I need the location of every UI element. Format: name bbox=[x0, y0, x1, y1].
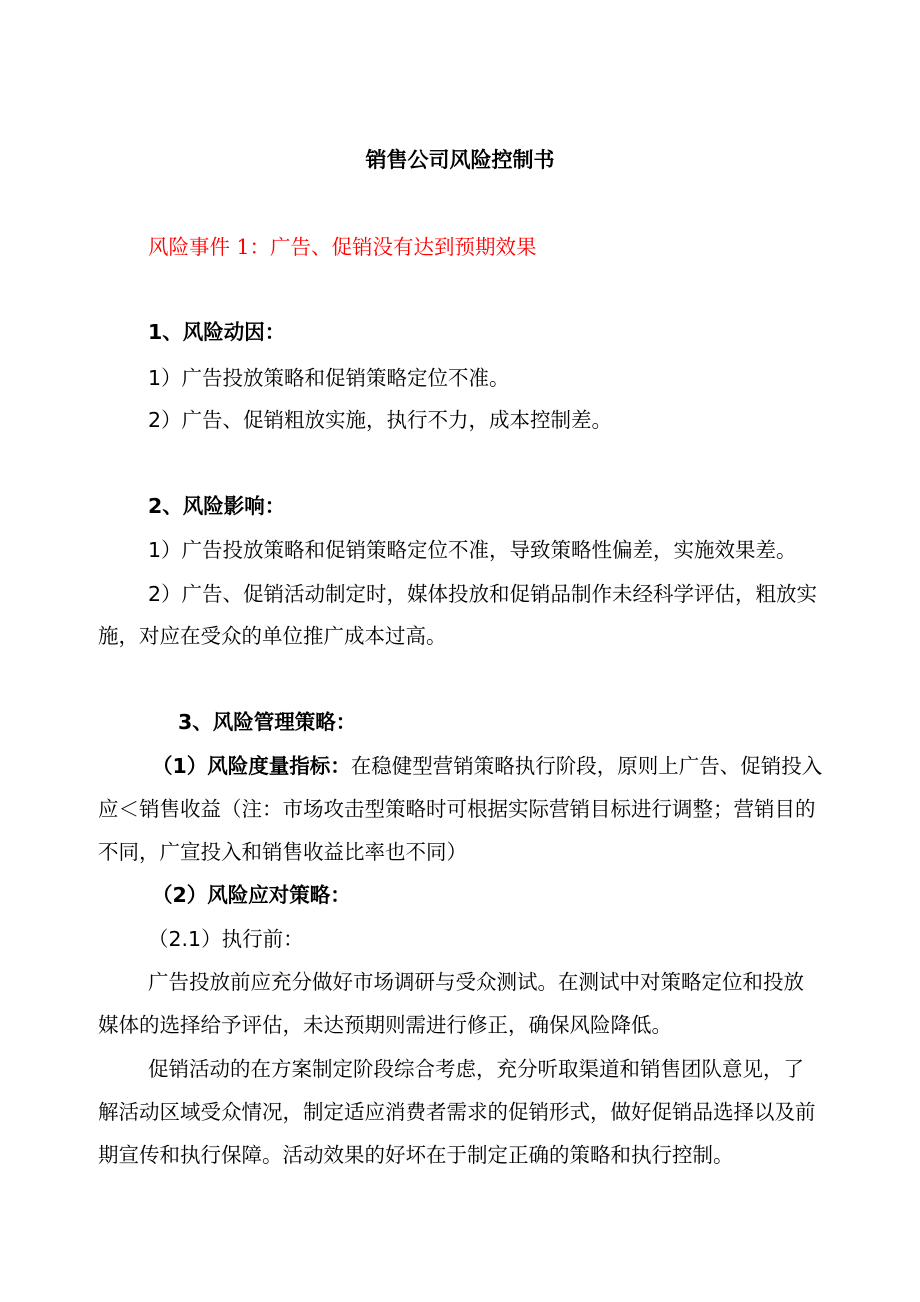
measure-indicator-text: 在稳健型营销策略执行阶段，原则上广告、促销投入 bbox=[350, 754, 823, 778]
before-execution-heading: （2.1）执行前： bbox=[148, 927, 304, 951]
section-1-item-1: 1）广告投放策略和促销策略定位不准。 bbox=[148, 366, 510, 390]
paragraph-b-line-1: 促销活动的在方案制定阶段综合考虑，充分听取渠道和销售团队意见，了 bbox=[148, 1057, 804, 1081]
section-3-heading: 3、风险管理策略： bbox=[178, 710, 357, 734]
section-2-item-1: 1）广告投放策略和促销策略定位不准，导致策略性偏差，实施效果差。 bbox=[148, 538, 797, 562]
section-2-item-2-line-1: 2）广告、促销活动制定时，媒体投放和促销品制作未经科学评估，粗放实 bbox=[148, 582, 818, 606]
risk-event-heading: 风险事件 1：广告、促销没有达到预期效果 bbox=[148, 235, 537, 259]
response-strategy-heading: （2）风险应对策略： bbox=[152, 883, 351, 907]
measure-indicator-line-2: 应＜销售收益（注：市场攻击型策略时可根据实际营销目标进行调整；营销目的 bbox=[98, 797, 816, 821]
measure-indicator-line-1 bbox=[152, 752, 822, 780]
section-2-item-2-line-2: 施，对应在受众的单位推广成本过高。 bbox=[98, 624, 447, 648]
section-1-heading: 1、风险动因： bbox=[148, 320, 286, 344]
paragraph-b-line-2: 解活动区域受众情况，制定适应消费者需求的促销形式，做好促销品选择以及前 bbox=[98, 1100, 816, 1124]
measure-indicator-line-3: 不同，广宣投入和销售收益比率也不同） bbox=[98, 840, 467, 864]
paragraph-a-line-1: 广告投放前应充分做好市场调研与受众测试。在测试中对策略定位和投放 bbox=[148, 970, 804, 994]
measure-indicator-label: （1）风险度量指标： bbox=[152, 754, 351, 778]
section-2-heading: 2、风险影响： bbox=[148, 494, 286, 518]
section-1-item-2: 2）广告、促销粗放实施，执行不力，成本控制差。 bbox=[148, 408, 613, 432]
paragraph-a-line-2: 媒体的选择给予评估，未达预期则需进行修正，确保风险降低。 bbox=[98, 1013, 672, 1037]
document-title: 销售公司风险控制书 bbox=[365, 148, 555, 172]
paragraph-b-line-3: 期宣传和执行保障。活动效果的好坏在于制定正确的策略和执行控制。 bbox=[98, 1143, 734, 1167]
